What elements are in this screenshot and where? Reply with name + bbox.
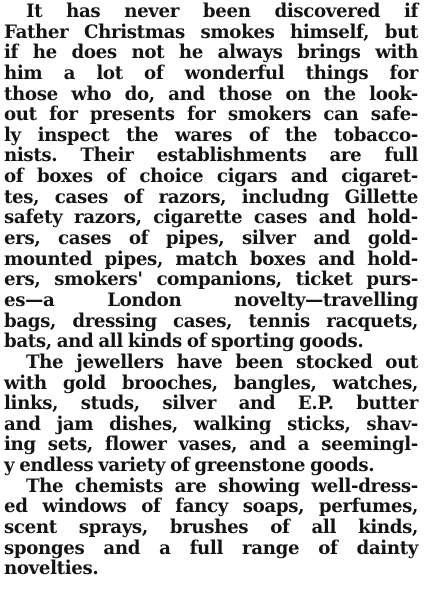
text-line: bags, dressing cases, tennis racquets, (4, 310, 418, 332)
text-line: ing sets, flower vases, and a seemingl- (4, 434, 418, 456)
text-line: novelties. (4, 558, 99, 580)
text-line: es—a London novelty—travelling (4, 289, 418, 311)
text-line: The chemists are showing well-dress- (26, 475, 418, 497)
text-line: ly inspect the wares of the tobacco- (4, 124, 418, 146)
paragraph-smokers (4, 2, 418, 353)
paragraph-chemists (4, 477, 418, 580)
text-line: safety razors, cigarette cases and hold- (4, 207, 418, 229)
text-line: mounted pipes, match boxes and hold- (4, 248, 418, 270)
text-line: out for presents for smokers can safe- (4, 104, 418, 126)
text-line: links, studs, silver and E.P. butter (4, 393, 418, 415)
text-line: sponges and a full range of dainty (4, 537, 418, 559)
text-line: bats, and all kinds of sporting goods. (4, 331, 364, 353)
text-line: The jewellers have been stocked out (26, 351, 418, 373)
text-line: of boxes of choice cigars and cigaret- (4, 166, 418, 188)
text-line: tes, cases of razors, includng Gillette (4, 186, 418, 208)
paragraph-jewellers (4, 353, 418, 477)
text-line: scent sprays, brushes of all kinds, (4, 517, 418, 539)
text-line: ed windows of fancy soaps, perfumes, (4, 496, 418, 518)
text-line: Father Christmas smokes himself, but (4, 21, 418, 43)
text-line: him a lot of wonderful things for (4, 62, 418, 84)
text-line: and jam dishes, walking sticks, shav- (4, 413, 418, 435)
text-line: those who do, and those on the look- (4, 83, 418, 105)
text-line: It has never been discovered if (26, 1, 418, 22)
text-line: ers, smokers' companions, ticket purs- (4, 269, 418, 291)
text-line: if he does not he always brings with (4, 42, 418, 64)
text-line: ers, cases of pipes, silver and gold- (4, 228, 418, 250)
text-line: with gold brooches, bangles, watches, (4, 372, 418, 394)
text-line: nists. Their establishments are full (4, 145, 418, 167)
text-line: y endless variety of greenstone goods. (4, 455, 375, 477)
